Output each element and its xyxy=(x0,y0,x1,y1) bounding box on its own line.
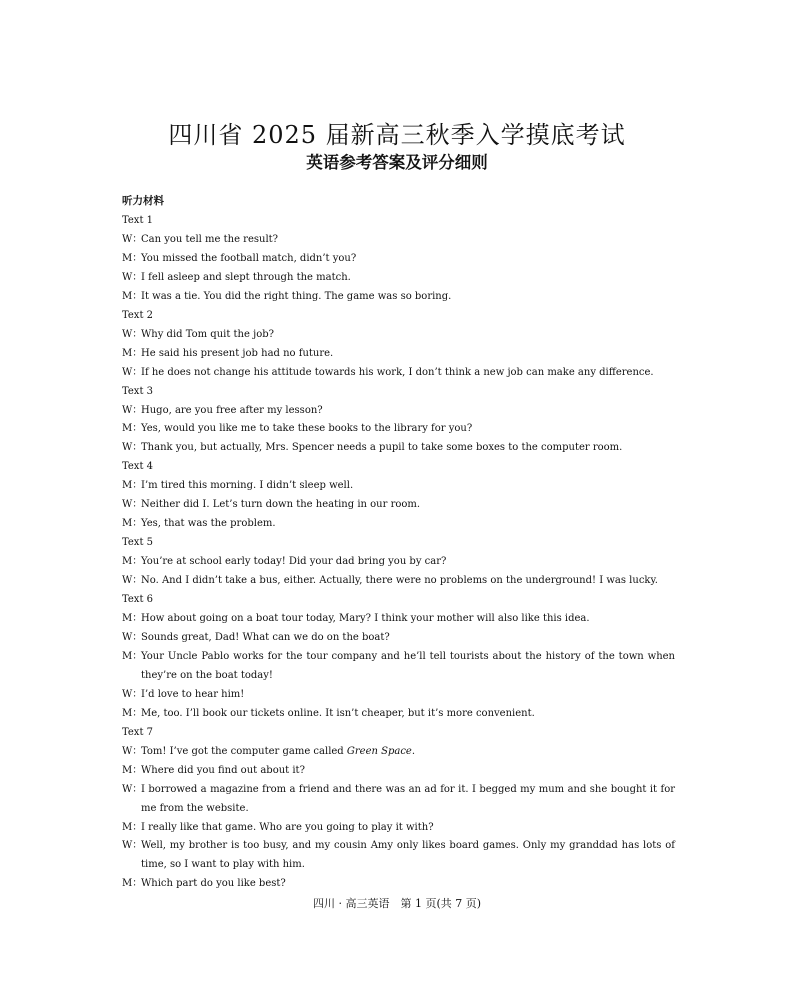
speaker-label: M ： xyxy=(122,420,142,439)
utterance-text: Neither did I. Let’s turn down the heating in our room. xyxy=(141,499,421,511)
utterance-text: No. And I didn’t take a bus, either. Actually, there were no problems on the underground! I was lucky. xyxy=(141,575,658,587)
speaker-label: M ： xyxy=(122,648,142,667)
dialogue-line xyxy=(122,496,675,515)
dialogue-line xyxy=(122,610,675,629)
dialogue-line xyxy=(122,837,675,875)
speaker-label: W ： xyxy=(122,326,142,345)
speaker-label: W ： xyxy=(122,402,142,421)
utterance-text: I’m tired this morning. I didn’t sleep well. xyxy=(141,480,354,492)
speaker-label: M ： xyxy=(122,819,142,838)
dialogue-line xyxy=(122,439,675,458)
speaker-label: M ： xyxy=(122,762,142,781)
text-heading: Text 1 xyxy=(122,215,154,226)
text-heading: Text 7 xyxy=(122,726,154,738)
dialogue-line xyxy=(122,269,675,288)
dialogue-line xyxy=(122,553,675,572)
utterance-text: Your Uncle Pablo works for the tour company and he’ll tell tourists about the history of the town when they’re on the boat today! xyxy=(141,650,675,681)
utterance-text: How about going on a boat tour today, Mary? I think your mother will also like this idea. xyxy=(141,613,590,625)
utterance-text: Yes, would you like me to take these books to the library for you? xyxy=(141,423,473,435)
utterance-text: Hugo, are you free after my lesson? xyxy=(141,404,323,416)
dialogue-line xyxy=(122,762,675,781)
dialogue-line xyxy=(122,288,675,307)
utterance-text: He said his present job had no future. xyxy=(141,347,334,359)
text-heading: Text 4 xyxy=(122,461,154,473)
utterance-text: Me, too. I’ll book our tickets online. It isn’t cheaper, but it’s more convenient. xyxy=(141,707,535,719)
dialogue-line xyxy=(122,686,675,705)
speaker-label: M ： xyxy=(122,610,142,629)
section-heading: 听力材料 xyxy=(122,195,164,207)
utterance-text: I really like that game. Who are you going to play it with? xyxy=(141,821,434,833)
dialogue-line xyxy=(122,648,675,686)
document-title: 四川省 2025 届新高三秋季入学摸底考试 xyxy=(168,121,626,149)
page-footer: 四川 · 高三英语 第 1 页(共 7 页) xyxy=(312,897,482,910)
utterance-tail: . xyxy=(411,745,416,757)
dialogue-line xyxy=(122,250,675,269)
speaker-label: W ： xyxy=(122,781,142,800)
speaker-label: W ： xyxy=(122,269,142,288)
speaker-label: W ： xyxy=(122,496,142,515)
dialogue-line xyxy=(122,781,675,819)
speaker-label: W ： xyxy=(122,629,142,648)
dialogue-line xyxy=(122,420,675,439)
utterance-text: You missed the football match, didn’t you? xyxy=(141,252,357,264)
speaker-label: W ： xyxy=(122,231,142,250)
utterance-text: I fell asleep and slept through the match. xyxy=(141,271,351,283)
speaker-label: M ： xyxy=(122,705,142,724)
utterance-text: It was a tie. You did the right thing. The game was so boring. xyxy=(141,290,452,302)
speaker-label: M ： xyxy=(122,477,142,496)
dialogue-line xyxy=(122,875,675,894)
utterance-text: Well, my brother is too busy, and my cousin Amy only likes board games. Only my granddad has lots of time, so I want to play with him. xyxy=(141,840,675,871)
utterance-text: I’d love to hear him! xyxy=(141,688,245,700)
speaker-label: W ： xyxy=(122,572,142,591)
utterance-text: Which part do you like best? xyxy=(141,878,286,890)
speaker-label: W ： xyxy=(122,439,142,458)
speaker-label: W ： xyxy=(122,743,142,762)
speaker-label: M ： xyxy=(122,250,142,269)
text-heading: Text 6 xyxy=(122,594,154,606)
speaker-label: W ： xyxy=(122,364,142,383)
document-subtitle: 英语参考答案及评分细则 xyxy=(306,153,488,172)
dialogue-line xyxy=(122,364,675,383)
listening-transcript xyxy=(122,212,675,894)
utterance-text: If he does not change his attitude towards his work, I don’t think a new job can make any difference. xyxy=(141,366,654,378)
dialogue-line xyxy=(122,819,675,838)
speaker-label: M ： xyxy=(122,553,142,572)
utterance-text: Where did you find out about it? xyxy=(141,764,305,776)
dialogue-line xyxy=(122,743,675,762)
speaker-label: M ： xyxy=(122,288,142,307)
text-heading: Text 2 xyxy=(122,309,154,321)
dialogue-line xyxy=(122,515,675,534)
dialogue-line xyxy=(122,326,675,345)
utterance-text: Why did Tom quit the job? xyxy=(141,328,274,340)
utterance-text: I borrowed a magazine from a friend and there was an ad for it. I begged my mum and she bought it for me from the website. xyxy=(141,783,675,814)
dialogue-line xyxy=(122,629,675,648)
dialogue-line xyxy=(122,572,675,591)
speaker-label: W ： xyxy=(122,686,142,705)
dialogue-line xyxy=(122,477,675,496)
utterance-text: Yes, that was the problem. xyxy=(141,518,276,530)
text-heading: Text 3 xyxy=(122,385,154,397)
game-title: Green Space xyxy=(346,745,412,757)
speaker-label: M ： xyxy=(122,345,142,364)
text-heading: Text 5 xyxy=(122,537,154,549)
utterance-text: You’re at school early today! Did your dad bring you by car? xyxy=(141,556,447,568)
utterance-text: Sounds great, Dad! What can we do on the boat? xyxy=(141,631,390,643)
utterance-text: Tom! I’ve got the computer game called xyxy=(141,745,347,757)
dialogue-line xyxy=(122,705,675,724)
utterance-text: Can you tell me the result? xyxy=(141,233,279,245)
dialogue-line xyxy=(122,231,675,250)
dialogue-line xyxy=(122,402,675,421)
utterance-text: Thank you, but actually, Mrs. Spencer needs a pupil to take some boxes to the computer room. xyxy=(141,442,623,454)
speaker-label: W ： xyxy=(122,837,142,856)
dialogue-line xyxy=(122,345,675,364)
speaker-label: M ： xyxy=(122,875,142,894)
speaker-label: M ： xyxy=(122,515,142,534)
